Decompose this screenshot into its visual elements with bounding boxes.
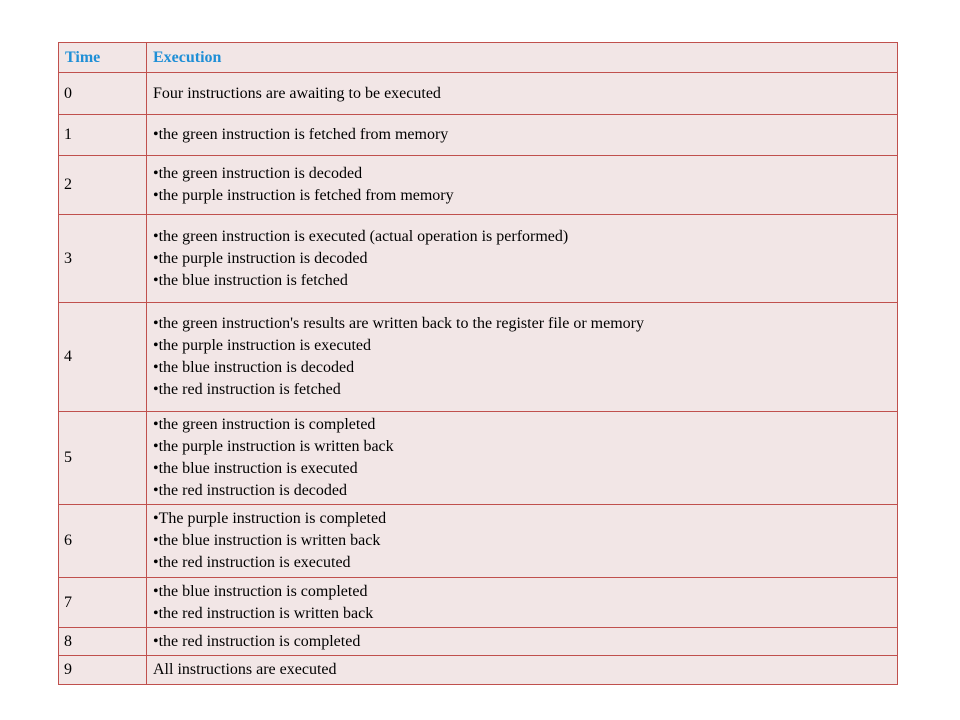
table-row [59, 412, 898, 505]
execution-line: •the purple instruction is decoded [153, 249, 368, 267]
execution-cell [147, 115, 898, 156]
table-row [59, 156, 898, 215]
execution-line: •the purple instruction is written back [153, 438, 394, 455]
table-header-row [59, 43, 898, 73]
execution-line: •the blue instruction is written back [153, 532, 381, 549]
execution-line: •the red instruction is executed [153, 554, 351, 571]
execution-line: All instructions are executed [153, 661, 337, 678]
table-row [59, 73, 898, 115]
execution-cell [147, 505, 898, 578]
execution-line: •the red instruction is written back [153, 604, 374, 622]
time-cell: 4 [59, 303, 147, 412]
time-cell: 1 [59, 115, 147, 156]
execution-line: •the green instruction is fetched from memory [153, 126, 449, 143]
execution-cell [147, 303, 898, 412]
time-column-header: Time [59, 43, 147, 73]
table-row [59, 303, 898, 412]
execution-column-header: Execution [147, 43, 898, 73]
execution-line: •the blue instruction is decoded [153, 359, 355, 376]
table-row [59, 628, 898, 656]
execution-line: •the green instruction is executed (actual operation is performed) [153, 227, 569, 245]
table-row [59, 215, 898, 303]
execution-cell [147, 578, 898, 628]
execution-line: •the green instruction is decoded [153, 165, 363, 182]
execution-cell [147, 656, 898, 685]
execution-line: •the blue instruction is fetched [153, 271, 348, 289]
execution-cell [147, 156, 898, 215]
execution-line: •the red instruction is completed [153, 632, 361, 650]
execution-line: Four instructions are awaiting to be executed [153, 84, 441, 102]
table-row [59, 578, 898, 628]
execution-line: •the purple instruction is fetched from memory [153, 187, 454, 204]
time-cell: 8 [59, 628, 147, 656]
execution-cell [147, 215, 898, 303]
execution-line: •The purple instruction is completed [153, 510, 387, 527]
execution-line: •the green instruction is completed [153, 416, 376, 433]
table-row [59, 505, 898, 578]
table-row [59, 656, 898, 685]
time-cell: 0 [59, 73, 147, 115]
time-cell: 3 [59, 215, 147, 303]
execution-line: •the purple instruction is executed [153, 337, 371, 354]
time-cell: 2 [59, 156, 147, 215]
execution-line: •the red instruction is fetched [153, 381, 341, 398]
execution-line: •the green instruction's results are written back to the register file or memory [153, 315, 644, 332]
execution-cell [147, 628, 898, 656]
time-cell: 7 [59, 578, 147, 628]
time-cell: 5 [59, 412, 147, 505]
execution-cell [147, 412, 898, 505]
pipeline-execution-table [58, 42, 898, 685]
execution-line: •the red instruction is decoded [153, 482, 347, 499]
execution-line: •the blue instruction is completed [153, 582, 368, 600]
time-cell: 6 [59, 505, 147, 578]
execution-line: •the blue instruction is executed [153, 460, 358, 477]
table-row [59, 115, 898, 156]
execution-cell [147, 73, 898, 115]
time-cell: 9 [59, 656, 147, 685]
